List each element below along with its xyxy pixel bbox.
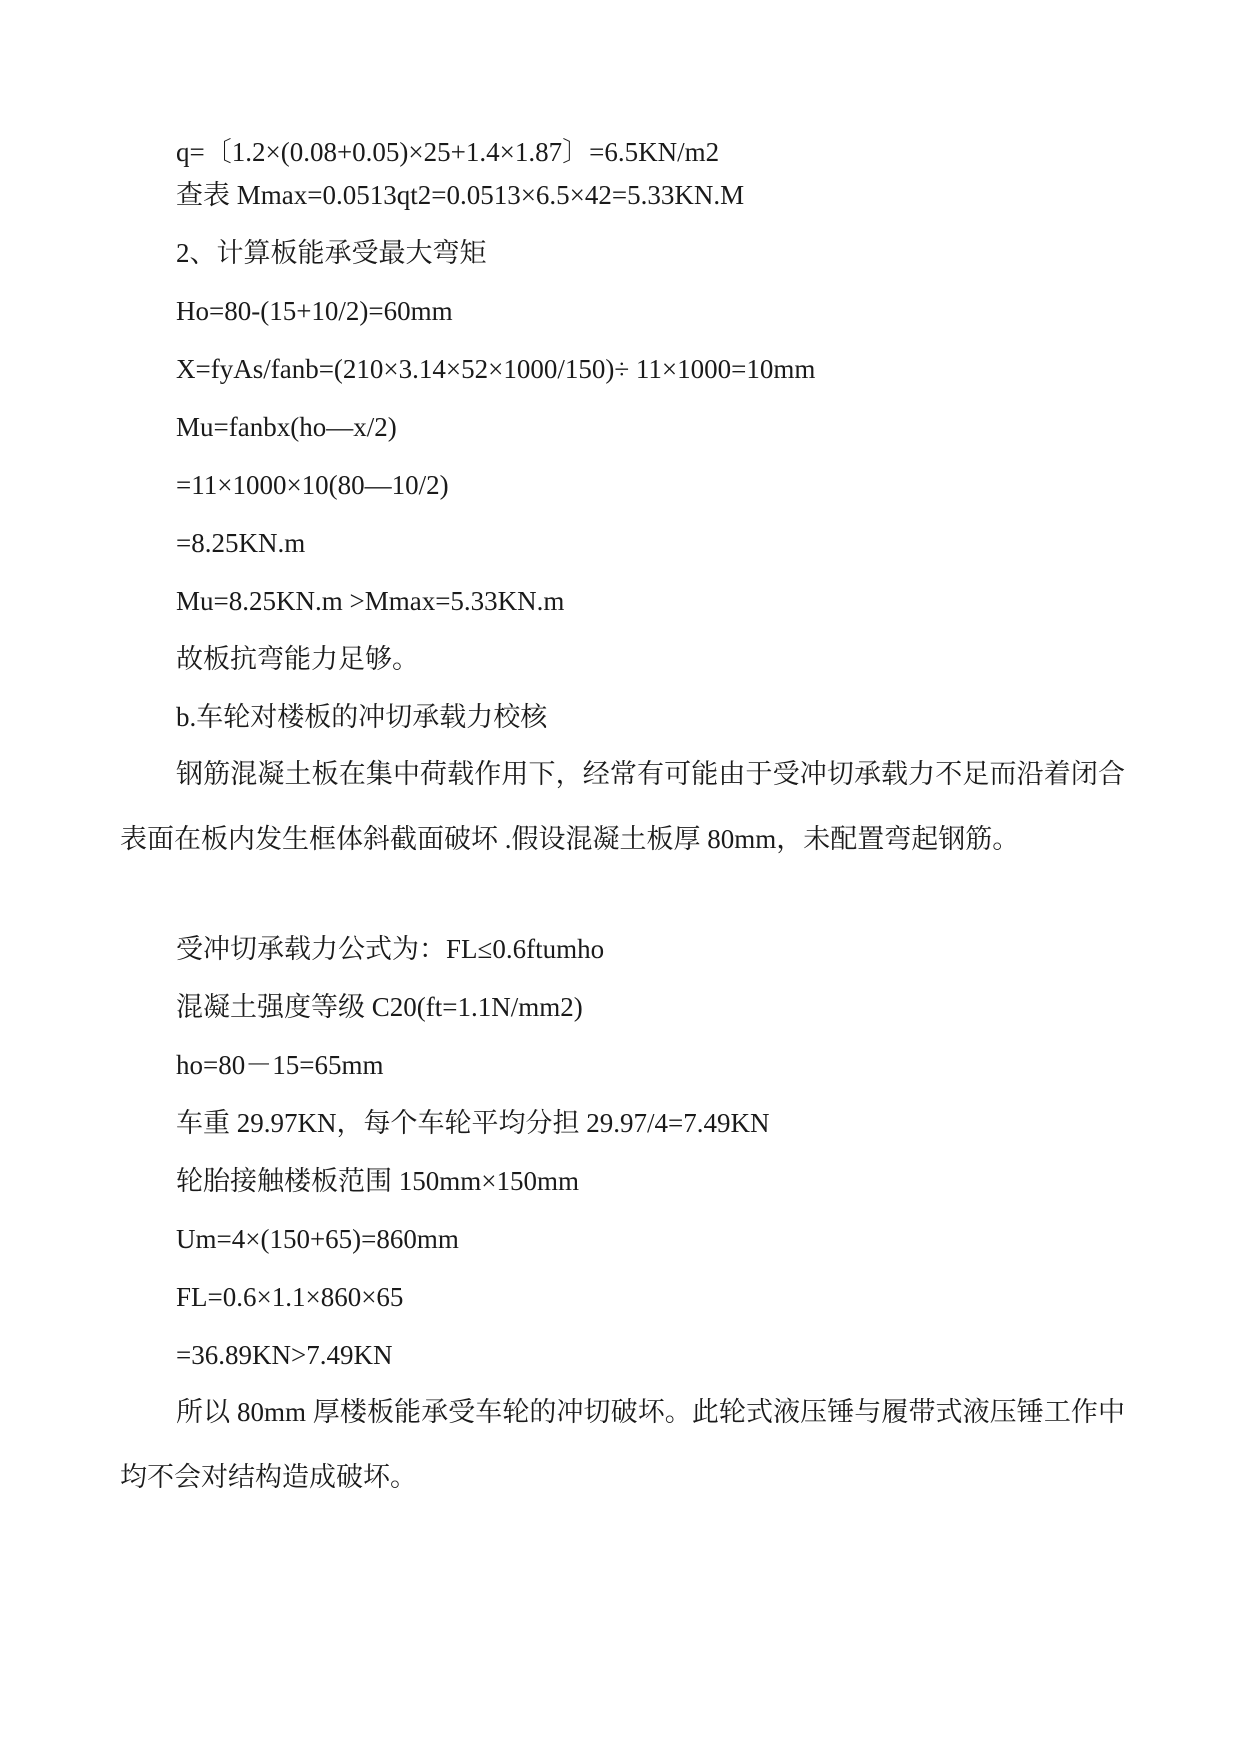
x-formula-line: X=fyAs/fanb=(210×3.14×52×1000/150)÷ 11×1000=10mm bbox=[176, 354, 816, 384]
ho-value-line: ho=80－15=65mm bbox=[176, 1050, 384, 1080]
tire-contact-line: 轮胎接触楼板范围 150mm×150mm bbox=[176, 1166, 579, 1196]
vehicle-weight-line: 车重 29.97KN，每个车轮平均分担 29.97/4=7.49KN bbox=[176, 1108, 770, 1138]
um-formula-line: Um=4×(150+65)=860mm bbox=[176, 1224, 459, 1254]
mu-comparison-line: Mu=8.25KN.m >Mmax=5.33KN.m bbox=[176, 586, 565, 616]
section-heading-punching: b.车轮对楼板的冲切承载力校核 bbox=[176, 702, 548, 732]
ho-formula-line: Ho=80-(15+10/2)=60mm bbox=[176, 296, 453, 326]
mu-formula-line: Mu=fanbx(ho—x/2) bbox=[176, 412, 397, 442]
bending-conclusion-line: 故板抗弯能力足够。 bbox=[176, 644, 419, 674]
mu-substitution-line: =11×1000×10(80—10/2) bbox=[176, 470, 449, 500]
load-formula-line: q=〔1.2×(0.08+0.05)×25+1.4×1.87〕=6.5KN/m2 bbox=[176, 137, 720, 167]
concrete-grade-line: 混凝土强度等级 C20(ft=1.1N/mm2) bbox=[176, 992, 583, 1022]
section-heading-max-moment: 2、计算板能承受最大弯矩 bbox=[176, 238, 487, 268]
fl-result-line: =36.89KN>7.49KN bbox=[176, 1340, 393, 1370]
punching-intro-paragraph: 钢筋混凝土板在集中荷载作用下，经常有可能由于受冲切承载力不足而沿着闭合表面在板内发生框体斜截面破坏 .假设混凝土板厚 80mm，未配置弯起钢筋。 bbox=[120, 759, 1125, 854]
punching-formula-line: 受冲切承载力公式为：FL≤0.6ftumho bbox=[176, 934, 605, 964]
final-conclusion-paragraph: 所以 80mm 厚楼板能承受车轮的冲切破坏。此轮式液压锤与履带式液压锤工作中均不会对结构造成破坏。 bbox=[120, 1397, 1125, 1492]
fl-formula-line: FL=0.6×1.1×860×65 bbox=[176, 1282, 404, 1312]
mmax-lookup-line: 查表 Mmax=0.0513qt2=0.0513×6.5×42=5.33KN.M bbox=[176, 180, 745, 210]
mu-result-line: =8.25KN.m bbox=[176, 528, 306, 558]
